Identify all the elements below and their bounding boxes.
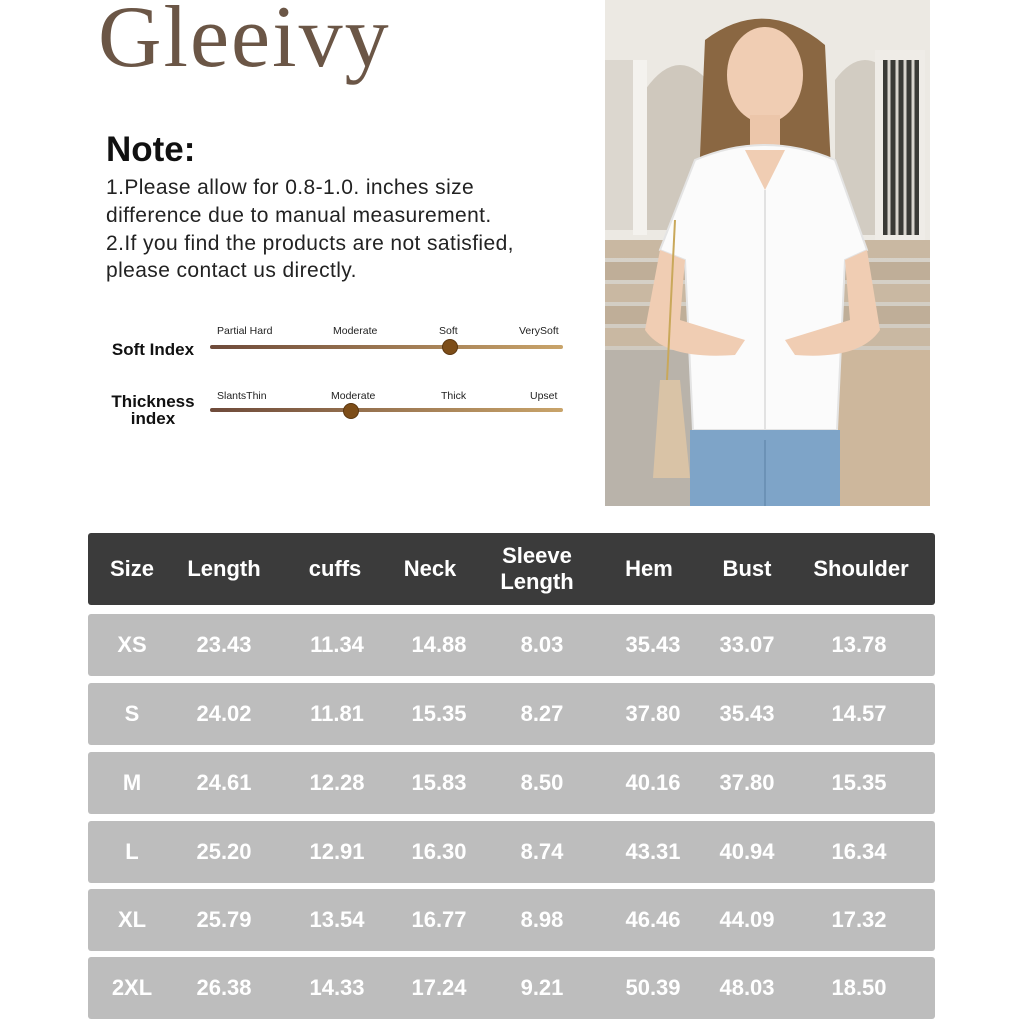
thickness-index-knob	[343, 403, 359, 419]
cell-length: 26.38	[196, 975, 252, 1000]
table-row	[88, 889, 935, 951]
cell-length: 24.02	[196, 701, 252, 726]
cell-neck: 17.24	[411, 975, 467, 1000]
note-title: Note:	[106, 130, 196, 169]
cell-cuffs: 12.91	[309, 839, 365, 864]
cell-sleeve-length: 8.27	[520, 701, 564, 726]
cell-cuffs: 14.33	[309, 975, 365, 1000]
cell-size: M	[122, 770, 142, 795]
table-row	[88, 683, 935, 745]
header-hem: Hem	[625, 555, 673, 581]
cell-hem: 50.39	[625, 975, 681, 1000]
cell-sleeve-length: 8.50	[520, 770, 564, 795]
cell-size: XL	[117, 907, 147, 932]
header-length: Length	[187, 555, 261, 581]
soft-index-knob	[442, 339, 458, 355]
header-sleeve-line2: Length	[500, 569, 574, 594]
cell-shoulder: 16.34	[831, 839, 887, 864]
cell-cuffs: 13.54	[309, 907, 365, 932]
header-sleeve-length	[500, 533, 573, 605]
cell-bust: 33.07	[719, 632, 775, 657]
cell-shoulder: 17.32	[831, 907, 887, 932]
cell-sleeve-length: 8.74	[520, 839, 564, 864]
note-line: 1.Please allow for 0.8-1.0. inches size	[106, 176, 475, 199]
cell-neck: 14.88	[411, 632, 467, 657]
table-row	[88, 957, 935, 1019]
cell-neck: 16.30	[411, 839, 467, 864]
soft-tick: VerySoft	[519, 325, 559, 337]
table-row	[88, 752, 935, 814]
soft-tick: Moderate	[333, 325, 378, 337]
table-row	[88, 614, 935, 676]
cell-size: 2XL	[111, 975, 153, 1000]
cell-size: L	[125, 839, 139, 864]
product-photo	[605, 0, 930, 506]
cell-length: 25.79	[196, 907, 252, 932]
soft-index-track	[210, 345, 563, 349]
cell-size: XS	[117, 632, 147, 657]
note-line: 2.If you find the products are not satisfied,	[106, 232, 514, 255]
cell-shoulder: 14.57	[831, 701, 887, 726]
header-size: Size	[109, 555, 155, 581]
cell-length: 23.43	[196, 632, 252, 657]
thickness-index-track	[210, 408, 563, 412]
cell-bust: 37.80	[719, 770, 775, 795]
cell-hem: 46.46	[625, 907, 681, 932]
note-line: difference due to manual measurement.	[106, 204, 492, 227]
soft-tick: Soft	[439, 325, 458, 337]
cell-shoulder: 13.78	[831, 632, 887, 657]
cell-length: 24.61	[196, 770, 252, 795]
thickness-tick: Upset	[530, 390, 558, 402]
cell-bust: 44.09	[719, 907, 775, 932]
header-cuffs: cuffs	[308, 555, 362, 581]
cell-neck: 15.83	[411, 770, 467, 795]
cell-hem: 40.16	[625, 770, 681, 795]
cell-sleeve-length: 9.21	[520, 975, 564, 1000]
cell-sleeve-length: 8.98	[520, 907, 564, 932]
header-neck: Neck	[403, 555, 457, 581]
cell-size: S	[124, 701, 140, 726]
soft-index-label: Soft Index	[111, 340, 195, 359]
cell-neck: 15.35	[411, 701, 467, 726]
thickness-label-line2: index	[130, 409, 176, 428]
cell-hem: 35.43	[625, 632, 681, 657]
thickness-index-label	[104, 393, 202, 427]
cell-bust: 40.94	[719, 839, 775, 864]
thickness-tick: Thick	[441, 390, 467, 402]
header-shoulder: Shoulder	[813, 555, 909, 581]
cell-shoulder: 18.50	[831, 975, 887, 1000]
header-bust: Bust	[722, 555, 772, 581]
cell-sleeve-length: 8.03	[520, 632, 564, 657]
header-sleeve-line1: Sleeve	[502, 542, 572, 568]
size-table-header	[88, 533, 935, 605]
cell-neck: 16.77	[411, 907, 467, 932]
brand-logo: Gleeivy	[98, 0, 391, 86]
cell-cuffs: 11.34	[310, 632, 364, 657]
cell-cuffs: 12.28	[309, 770, 365, 795]
note-line: please contact us directly.	[106, 259, 357, 282]
cell-length: 25.20	[196, 839, 252, 864]
table-row	[88, 821, 935, 883]
thickness-tick: SlantsThin	[217, 390, 267, 402]
cell-shoulder: 15.35	[831, 770, 887, 795]
soft-tick: Partial Hard	[217, 325, 273, 337]
model-illustration	[605, 0, 930, 506]
cell-hem: 37.80	[625, 701, 681, 726]
cell-hem: 43.31	[625, 839, 681, 864]
cell-bust: 35.43	[719, 701, 775, 726]
thickness-tick: Moderate	[331, 390, 376, 402]
cell-cuffs: 11.81	[310, 701, 364, 726]
cell-bust: 48.03	[719, 975, 775, 1000]
thickness-label-line1: Thickness	[111, 392, 195, 411]
